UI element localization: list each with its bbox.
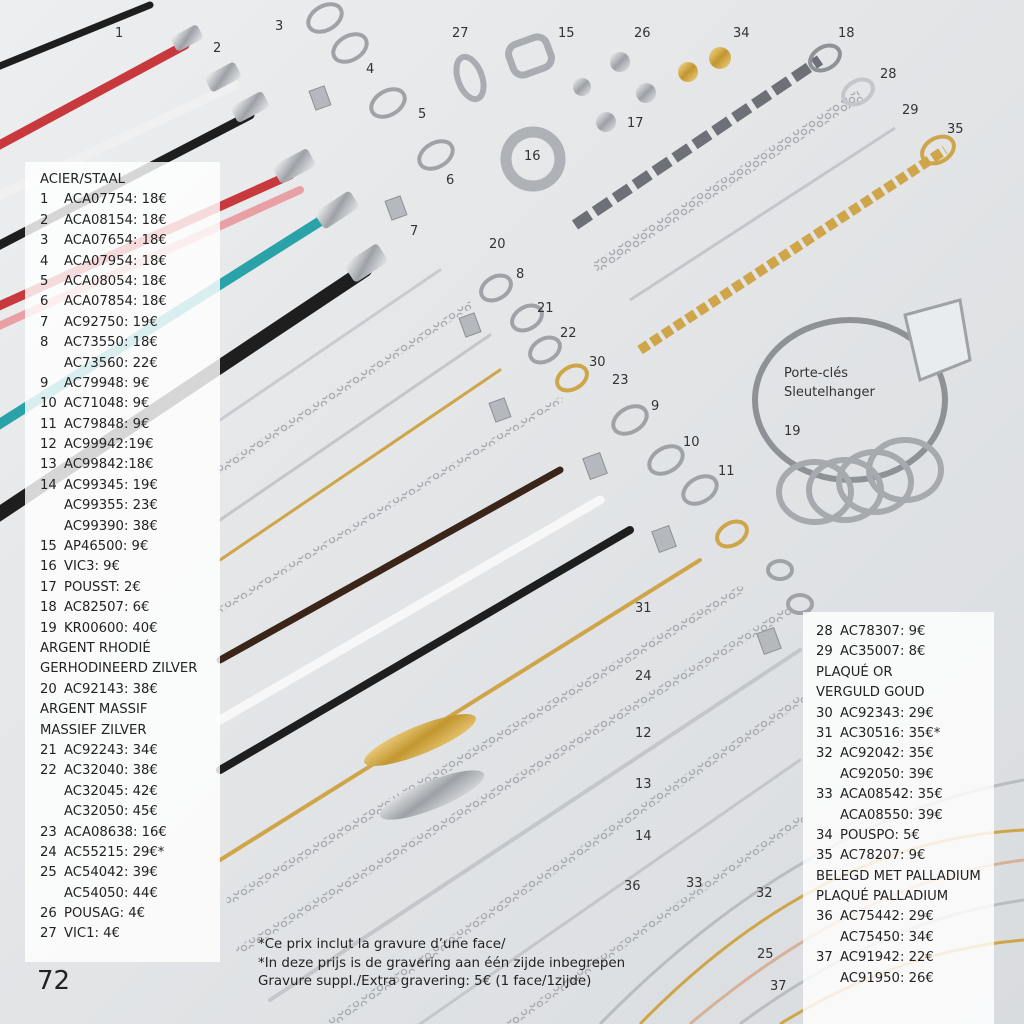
- section-heading: [816, 887, 994, 907]
- item-code-price: AC75442: 29€: [840, 909, 934, 925]
- item-number: 11: [40, 416, 57, 432]
- callout: 23: [612, 373, 629, 388]
- heading-text: MASSIEF ZILVER: [40, 722, 147, 738]
- callout: 21: [537, 301, 554, 316]
- item-code-price: AC92750: 19€: [64, 314, 158, 330]
- footnote-1: *Ce prix inclut la gravure d’une face/: [258, 937, 506, 952]
- item-number: 17: [40, 579, 57, 595]
- item-code-price: AC32040: 38€: [64, 763, 158, 779]
- item-number: 30: [816, 705, 833, 721]
- item-number: 10: [40, 396, 57, 412]
- section-heading: [40, 659, 220, 679]
- item-code-price: AC30516: 35€*: [840, 725, 941, 741]
- callout: 29: [902, 103, 919, 118]
- item-code-price: ACA08550: 39€: [840, 807, 943, 823]
- item-code-price: AC92243: 34€: [64, 742, 158, 758]
- price-entry: [40, 924, 220, 944]
- callout: 5: [418, 107, 427, 122]
- callout: 36: [624, 879, 641, 894]
- item-code-price: AC32050: 45€: [64, 804, 158, 820]
- callout: 15: [558, 26, 575, 41]
- item-code-price: AC75450: 34€: [840, 929, 934, 945]
- item-number: 9: [40, 375, 49, 391]
- item-code-price: AC99355: 23€: [64, 498, 158, 514]
- item-code-price: ACA07854: 18€: [64, 294, 167, 310]
- callout: 37: [770, 979, 787, 994]
- callout: 32: [756, 886, 773, 901]
- price-entry: [40, 333, 220, 353]
- callout: 8: [516, 267, 525, 282]
- callout: 13: [635, 777, 652, 792]
- heading-text: VERGULD GOUD: [816, 685, 925, 701]
- price-entry: [40, 578, 220, 598]
- price-entry: [40, 843, 220, 863]
- item-code-price: AC79948: 9€: [64, 375, 150, 391]
- footnotes: [258, 936, 625, 992]
- price-entry: [40, 496, 220, 516]
- heading-text: BELEGD MET PALLADIUM: [816, 868, 981, 884]
- item-code-price: ACA08542: 35€: [840, 787, 943, 803]
- callout: 27: [452, 26, 469, 41]
- keyring-label-nl: Sleutelhanger: [784, 385, 875, 400]
- item-code-price: ACA07954: 18€: [64, 253, 167, 269]
- cord-1: [0, 5, 150, 70]
- callout: 19: [784, 424, 801, 439]
- price-entry: [40, 904, 220, 924]
- keyring-label-fr: Porte-clés: [784, 366, 848, 381]
- item-code-price: AC92042: 35€: [840, 746, 934, 762]
- item-number: 27: [40, 926, 57, 942]
- item-number: 28: [816, 624, 833, 639]
- price-entry: [40, 782, 220, 802]
- chains-group: [220, 267, 800, 1024]
- callout: 6: [446, 173, 455, 188]
- item-number: 29: [816, 644, 833, 660]
- price-entry: [816, 642, 994, 662]
- item-code-price: AC73560: 22€: [64, 355, 158, 371]
- callout: 1: [115, 26, 124, 41]
- price-entry: [816, 785, 994, 805]
- callout: 22: [560, 326, 577, 341]
- price-entry: [40, 415, 220, 435]
- price-entry: [40, 354, 220, 374]
- callout: 3: [275, 19, 284, 34]
- callout: 4: [366, 62, 375, 77]
- item-code-price: AC73550: 18€: [64, 335, 158, 351]
- price-entry: [816, 826, 994, 846]
- item-number: 36: [816, 909, 833, 925]
- item-code-price: AC78307: 9€: [840, 624, 926, 639]
- heading-text: PLAQUÉ OR: [816, 664, 893, 680]
- price-entry: [40, 292, 220, 312]
- cord-2: [0, 45, 185, 150]
- item-number: 37: [816, 950, 833, 966]
- price-entry: [816, 907, 994, 927]
- item-number: 35: [816, 848, 833, 864]
- item-number: 16: [40, 559, 57, 575]
- item-number: 33: [816, 787, 833, 803]
- item-number: 24: [40, 844, 57, 860]
- item-number: 23: [40, 824, 57, 840]
- keyring-group: [755, 300, 970, 522]
- item-code-price: AC99942:19€: [64, 437, 154, 453]
- item-code-price: AC92143: 38€: [64, 681, 158, 697]
- item-code-price: AC78207: 9€: [840, 848, 926, 864]
- item-code-price: AC55215: 29€*: [64, 844, 165, 860]
- callout: 18: [838, 26, 855, 41]
- section-heading: [40, 170, 220, 190]
- callout: 25: [757, 947, 774, 962]
- callout: 33: [686, 876, 703, 891]
- item-number: 15: [40, 539, 57, 555]
- callout: 14: [635, 829, 652, 844]
- footnote-2: *In deze prijs is de gravering aan één zijde inbegrepen: [258, 955, 626, 971]
- item-number: 14: [40, 477, 57, 493]
- item-code-price: AC54042: 39€: [64, 865, 158, 881]
- item-number: 34: [816, 827, 833, 843]
- section-heading: [40, 721, 220, 741]
- price-entry: [40, 802, 220, 822]
- item-code-price: AC92050: 39€: [840, 766, 934, 782]
- price-entry: [816, 622, 994, 642]
- item-code-price: POUSAG: 4€: [64, 906, 146, 922]
- item-code-price: ACA07654: 18€: [64, 233, 167, 249]
- item-code-price: AC99842:18€: [64, 457, 154, 473]
- price-entry: [40, 313, 220, 333]
- item-number: 13: [40, 457, 57, 473]
- item-number: 21: [40, 742, 57, 758]
- item-number: 7: [40, 314, 49, 330]
- heading-text: ACIER/STAAL: [40, 172, 125, 187]
- section-heading: [816, 663, 994, 683]
- footnote-3: Gravure suppl./Extra gravering: 5€ (1 face/1zijde): [258, 974, 592, 989]
- callout: 9: [651, 399, 660, 414]
- price-entry: [40, 823, 220, 843]
- item-number: 8: [40, 335, 49, 351]
- price-entry: [816, 744, 994, 764]
- callout: 17: [627, 116, 644, 131]
- item-number: 6: [40, 294, 49, 310]
- section-heading: [816, 683, 994, 703]
- item-code-price: AC35007: 8€: [840, 644, 926, 660]
- price-entry: [40, 863, 220, 883]
- price-entry: [816, 846, 994, 866]
- price-entry: [816, 948, 994, 968]
- item-code-price: KR00600: 40€: [64, 620, 158, 636]
- callout: 28: [880, 67, 897, 82]
- price-list-left: [25, 162, 220, 962]
- item-number: 12: [40, 437, 57, 453]
- item-code-price: AC71048: 9€: [64, 396, 150, 412]
- price-entry: [40, 394, 220, 414]
- item-number: 4: [40, 253, 49, 269]
- item-code-price: AC82507: 6€: [64, 600, 150, 616]
- price-entry: [40, 211, 220, 231]
- section-heading: [816, 867, 994, 887]
- item-number: 18: [40, 600, 57, 616]
- item-number: 3: [40, 233, 49, 249]
- callout: 30: [589, 355, 606, 370]
- item-number: 2: [40, 212, 49, 228]
- callout: 16: [524, 149, 541, 164]
- callout: 26: [634, 26, 651, 41]
- price-entry: [40, 455, 220, 475]
- price-entry: [816, 724, 994, 744]
- price-entry: [40, 435, 220, 455]
- callout: 12: [635, 726, 652, 741]
- price-entry: [40, 517, 220, 537]
- item-code-price: ACA07754: 18€: [64, 192, 167, 208]
- price-entry: [40, 741, 220, 761]
- price-entry: [816, 969, 994, 989]
- price-entry: [40, 374, 220, 394]
- item-number: 26: [40, 906, 57, 922]
- price-list-right: [803, 612, 994, 1024]
- price-entry: [40, 619, 220, 639]
- callout: 20: [489, 237, 506, 252]
- callout: 7: [410, 224, 419, 239]
- price-entry: [816, 704, 994, 724]
- item-code-price: AC99345: 19€: [64, 477, 158, 493]
- item-number: 22: [40, 763, 57, 779]
- item-code-price: AC92343: 29€: [840, 705, 934, 721]
- item-code-price: ACA08154: 18€: [64, 212, 167, 228]
- price-entry: [40, 761, 220, 781]
- item-number: 1: [40, 192, 49, 208]
- callout: 10: [683, 435, 700, 450]
- price-entry: [40, 557, 220, 577]
- item-code-price: ACA08054: 18€: [64, 273, 167, 289]
- callout: 2: [213, 41, 222, 56]
- item-code-price: POUSST: 2€: [64, 579, 141, 595]
- price-entry: [40, 598, 220, 618]
- item-number: 19: [40, 620, 57, 636]
- item-code-price: POUSPO: 5€: [840, 827, 920, 843]
- section-heading: [40, 639, 220, 659]
- heading-text: PLAQUÉ PALLADIUM: [816, 889, 949, 905]
- item-code-price: ACA08638: 16€: [64, 824, 167, 840]
- callout: 35: [947, 122, 964, 137]
- price-entry: [40, 190, 220, 210]
- item-code-price: VIC3: 9€: [64, 559, 120, 575]
- price-entry: [40, 252, 220, 272]
- silver-id-plate: [375, 761, 489, 829]
- callout: 31: [635, 601, 652, 616]
- item-number: 25: [40, 865, 57, 881]
- heading-text: GERHODINEERD ZILVER: [40, 661, 198, 677]
- callout: 34: [733, 26, 750, 41]
- price-entry: [40, 476, 220, 496]
- item-code-price: AC79848: 9€: [64, 416, 150, 432]
- heading-text: ARGENT MASSIF: [40, 702, 148, 718]
- item-code-price: AC99390: 38€: [64, 518, 158, 534]
- item-code-price: AP46500: 9€: [64, 539, 149, 555]
- item-code-price: VIC1: 4€: [64, 926, 120, 942]
- page-number: 72: [37, 966, 71, 996]
- price-entry: [816, 765, 994, 785]
- price-entry: [40, 272, 220, 292]
- item-number: 20: [40, 681, 57, 697]
- callout: 11: [718, 464, 735, 479]
- item-code-price: AC91942: 22€: [840, 950, 934, 966]
- price-entry: [40, 537, 220, 557]
- item-number: 31: [816, 725, 833, 741]
- price-entry: [40, 231, 220, 251]
- item-code-price: AC32045: 42€: [64, 783, 158, 799]
- item-number: 32: [816, 746, 833, 762]
- price-entry: [816, 928, 994, 948]
- price-entry: [816, 806, 994, 826]
- callout: 24: [635, 669, 652, 684]
- section-heading: [40, 700, 220, 720]
- heading-text: ARGENT RHODIÉ: [40, 640, 151, 656]
- keyring-label: [784, 364, 875, 402]
- item-code-price: AC54050: 44€: [64, 885, 158, 901]
- price-entry: [40, 884, 220, 904]
- item-number: 5: [40, 273, 49, 289]
- gold-id-plate: [359, 705, 481, 776]
- item-code-price: AC91950: 26€: [840, 970, 934, 986]
- price-entry: [40, 680, 220, 700]
